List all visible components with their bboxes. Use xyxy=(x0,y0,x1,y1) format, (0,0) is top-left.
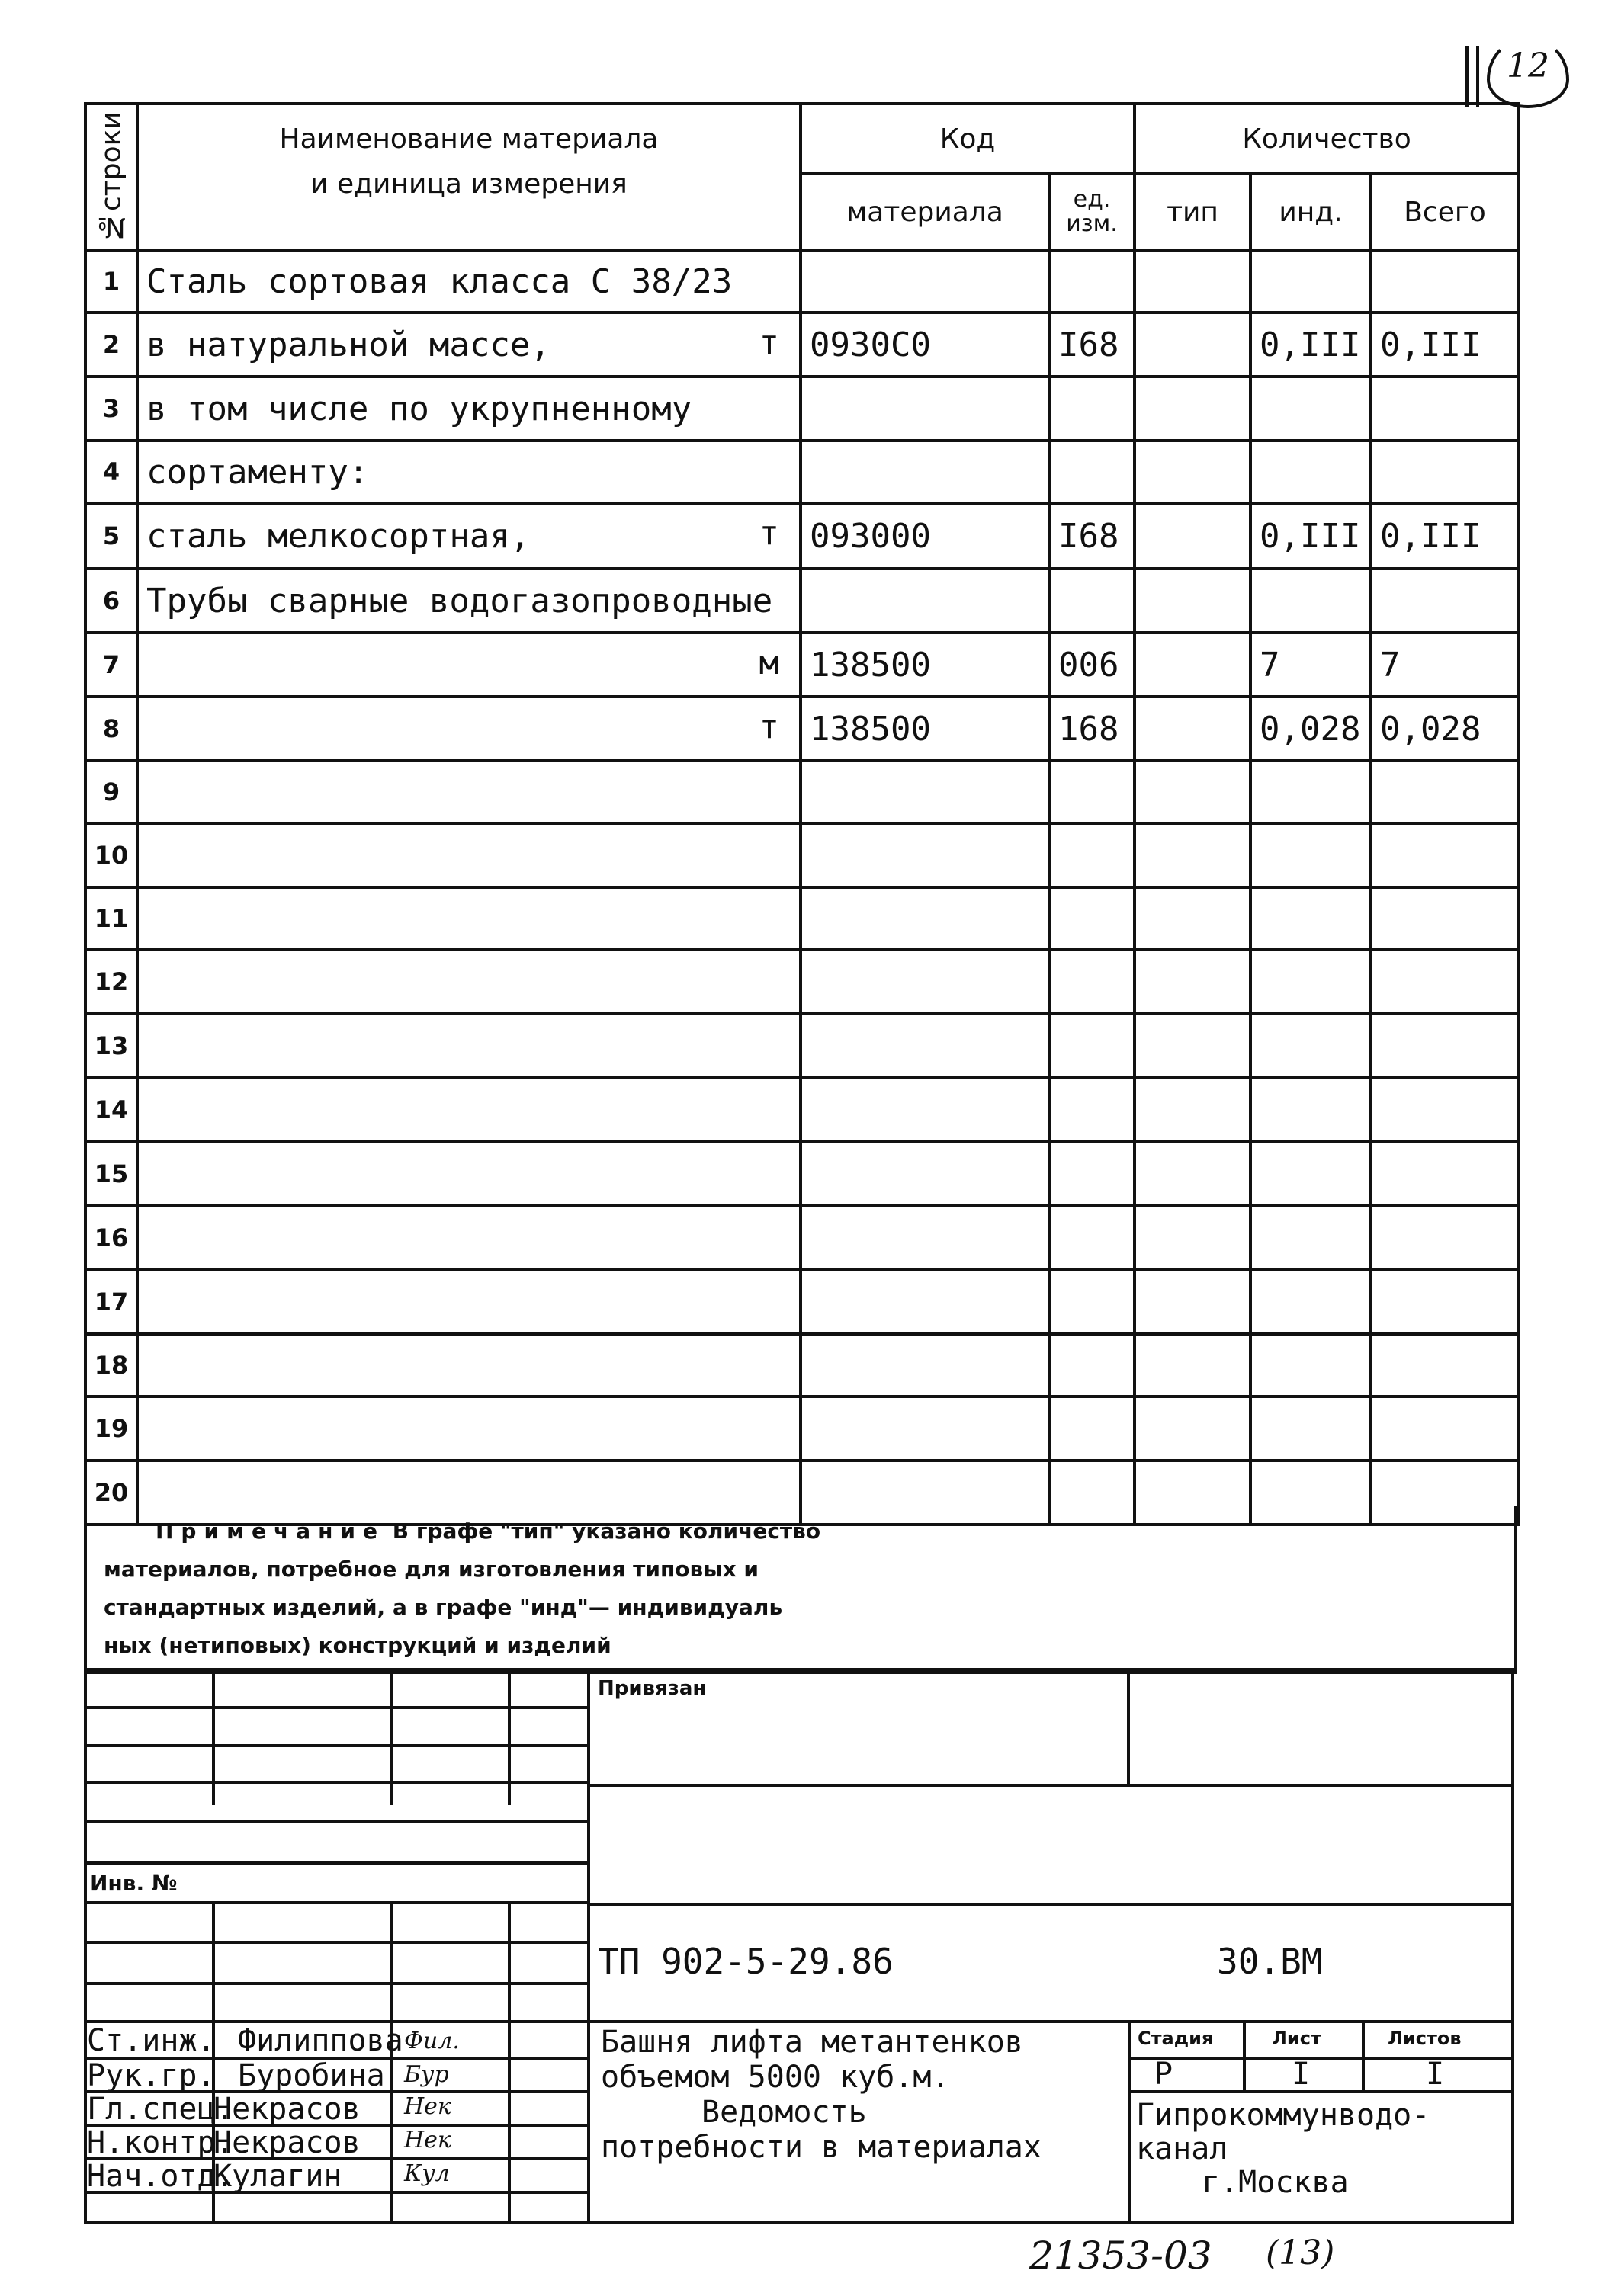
material-name xyxy=(137,1270,801,1334)
row-number xyxy=(85,697,137,761)
qty-ind xyxy=(1250,1142,1371,1206)
unit-code-text: I68 xyxy=(1058,516,1119,556)
materials-table xyxy=(84,102,1520,1526)
footer-sheet-value: 13 xyxy=(1279,2233,1322,2272)
title-line1: Башня лифта метантенков xyxy=(601,2025,1023,2060)
qty-ind xyxy=(1250,377,1371,441)
qty-total xyxy=(1371,377,1519,441)
qty-type xyxy=(1135,503,1250,569)
name-header xyxy=(137,104,801,250)
material-name xyxy=(137,503,801,569)
row-number xyxy=(85,1397,137,1461)
sheet-value: I xyxy=(1292,2057,1311,2092)
qty-total-text: 0,III xyxy=(1380,516,1481,556)
qty-total xyxy=(1371,441,1519,503)
row-number xyxy=(85,1270,137,1334)
doc-mark: 30.ВМ xyxy=(1217,1941,1323,1982)
row-number-text: 20 xyxy=(94,1478,129,1507)
stage-label: Стадия xyxy=(1138,2028,1214,2049)
table-row xyxy=(85,1397,1519,1461)
unit-code xyxy=(1049,1142,1135,1206)
unit-code xyxy=(1049,1270,1135,1334)
qty-ind xyxy=(1250,823,1371,887)
sign-name-2: Буробина xyxy=(238,2058,385,2093)
table-row xyxy=(85,633,1519,697)
qty-type xyxy=(1135,1078,1250,1142)
unit-code xyxy=(1049,503,1135,569)
material-code-text: 138500 xyxy=(810,645,931,685)
signature-4: Нек xyxy=(404,2127,451,2153)
table-row xyxy=(85,823,1519,887)
name-header-line2: и единица измерения xyxy=(310,168,628,200)
material-name xyxy=(137,1142,801,1206)
qty-total xyxy=(1371,503,1519,569)
note-label: Примечание xyxy=(156,1518,386,1544)
material-code xyxy=(801,1334,1049,1397)
qty-total xyxy=(1371,1397,1519,1461)
row-number-text: 3 xyxy=(102,394,120,423)
material-code xyxy=(801,761,1049,823)
unit-code-text: 006 xyxy=(1058,645,1119,685)
sign-role-4: Н.контр. xyxy=(87,2125,234,2160)
row-number xyxy=(85,950,137,1014)
table-row xyxy=(85,1270,1519,1334)
table-row xyxy=(85,1206,1519,1270)
qty-ind-text: 0,028 xyxy=(1260,709,1361,749)
stage-value: Р xyxy=(1154,2057,1173,2092)
unit-symbol: м xyxy=(759,643,779,682)
material-name-text: Трубы сварные водогазопроводные xyxy=(146,581,773,620)
qty-ind xyxy=(1250,441,1371,503)
material-name xyxy=(137,823,801,887)
unit-code xyxy=(1049,1078,1135,1142)
row-number-text: 14 xyxy=(94,1095,129,1124)
row-number xyxy=(85,1078,137,1142)
type-header: тип xyxy=(1135,174,1250,250)
row-number xyxy=(85,1334,137,1397)
row-number xyxy=(85,823,137,887)
note-line2: материалов, потребное для изготовления типовых и xyxy=(104,1557,759,1582)
material-name xyxy=(137,633,801,697)
row-number-text: 9 xyxy=(102,778,120,806)
sheets-label: Листов xyxy=(1388,2028,1462,2049)
qty-ind xyxy=(1250,1270,1371,1334)
note-line3: стандартных изделий, а в графе "инд"— индивидуаль xyxy=(104,1595,783,1620)
qty-total xyxy=(1371,761,1519,823)
qty-type xyxy=(1135,1270,1250,1334)
material-name-text: в том числе по укрупненному xyxy=(146,389,692,428)
row-number-text: 2 xyxy=(102,330,120,359)
material-code xyxy=(801,633,1049,697)
qty-type xyxy=(1135,1334,1250,1397)
qty-total xyxy=(1371,1206,1519,1270)
material-code xyxy=(801,503,1049,569)
note-line4: ных (нетиповых) конструкций и изделий xyxy=(104,1633,611,1658)
qty-total xyxy=(1371,569,1519,633)
qty-ind xyxy=(1250,569,1371,633)
material-code xyxy=(801,313,1049,377)
unit-code xyxy=(1049,950,1135,1014)
signature-2: Бур xyxy=(404,2061,449,2088)
qty-ind xyxy=(1250,250,1371,313)
table-row xyxy=(85,887,1519,950)
material-code xyxy=(801,823,1049,887)
code-header: Код xyxy=(801,104,1135,174)
qty-ind xyxy=(1250,761,1371,823)
qty-type xyxy=(1135,569,1250,633)
row-number xyxy=(85,1206,137,1270)
material-code xyxy=(801,887,1049,950)
row-number-text: 8 xyxy=(102,714,120,743)
sign-name-1: Филиппова xyxy=(238,2023,403,2058)
corner-mark xyxy=(1465,46,1479,107)
row-number xyxy=(85,569,137,633)
qty-ind xyxy=(1250,1078,1371,1142)
material-code xyxy=(801,569,1049,633)
material-name xyxy=(137,377,801,441)
sheet-number: 12 xyxy=(1487,37,1569,108)
qty-ind xyxy=(1250,1014,1371,1078)
privyazan-label: Привязан xyxy=(598,1677,707,1700)
qty-total-text: 0,028 xyxy=(1380,709,1481,749)
qty-type xyxy=(1135,1014,1250,1078)
unit-symbol: т xyxy=(759,514,779,553)
qty-ind xyxy=(1250,313,1371,377)
row-number-text: 16 xyxy=(94,1223,129,1252)
qty-total xyxy=(1371,950,1519,1014)
qty-ind xyxy=(1250,950,1371,1014)
material-code xyxy=(801,1014,1049,1078)
table-row xyxy=(85,1142,1519,1206)
row-number-header: №строки xyxy=(85,104,137,250)
qty-ind xyxy=(1250,1397,1371,1461)
qty-total xyxy=(1371,1142,1519,1206)
table-row xyxy=(85,1014,1519,1078)
qty-type xyxy=(1135,823,1250,887)
row-number-text: 18 xyxy=(94,1351,129,1380)
qty-type xyxy=(1135,1142,1250,1206)
material-code-header: материала xyxy=(801,174,1049,250)
table-row xyxy=(85,377,1519,441)
qty-total xyxy=(1371,1270,1519,1334)
material-name xyxy=(137,950,801,1014)
material-name xyxy=(137,1397,801,1461)
unit-code-text: 168 xyxy=(1058,709,1119,749)
qty-total xyxy=(1371,823,1519,887)
qty-total xyxy=(1371,633,1519,697)
unit-code-text: I68 xyxy=(1058,325,1119,364)
row-number-text: 4 xyxy=(102,457,120,486)
qty-ind-text: 0,III xyxy=(1260,516,1361,556)
unit-code xyxy=(1049,761,1135,823)
row-number-text: 19 xyxy=(94,1414,129,1443)
row-number-text: 12 xyxy=(94,967,129,996)
unit-symbol: т xyxy=(759,707,779,746)
row-number-text: 6 xyxy=(102,586,120,615)
qty-total-text: 0,III xyxy=(1380,325,1481,364)
material-code xyxy=(801,441,1049,503)
material-code xyxy=(801,950,1049,1014)
row-number xyxy=(85,503,137,569)
unit-code xyxy=(1049,823,1135,887)
material-name xyxy=(137,569,801,633)
qty-ind xyxy=(1250,1334,1371,1397)
qty-total xyxy=(1371,1078,1519,1142)
note-block xyxy=(84,1506,1517,1674)
material-name-text: сортаменту: xyxy=(146,452,369,492)
material-code-text: 0930C0 xyxy=(810,325,931,364)
row-number-text: 11 xyxy=(94,904,129,933)
org-line1: Гипрокоммунводо- xyxy=(1136,2098,1430,2133)
table-row xyxy=(85,313,1519,377)
table-row xyxy=(85,950,1519,1014)
row-number-text: 17 xyxy=(94,1287,129,1316)
material-name xyxy=(137,1014,801,1078)
material-name xyxy=(137,250,801,313)
table-row xyxy=(85,250,1519,313)
note-line1-text: В графе "тип" указано количество xyxy=(385,1518,821,1544)
title-line3: Ведомость xyxy=(701,2095,867,2130)
qty-type xyxy=(1135,633,1250,697)
row-number-text: 7 xyxy=(102,650,120,679)
qty-ind-text: 0,III xyxy=(1260,325,1361,364)
material-name-text: Сталь сортовая класса С 38/23 xyxy=(146,261,733,301)
material-code xyxy=(801,250,1049,313)
doc-code: ТП 902-5-29.86 xyxy=(598,1941,894,1982)
material-name xyxy=(137,761,801,823)
unit-code xyxy=(1049,1397,1135,1461)
material-code xyxy=(801,1142,1049,1206)
title-line2: объемом 5000 куб.м. xyxy=(601,2060,950,2095)
material-code-text: 093000 xyxy=(810,516,931,556)
sign-name-5: Кулагин xyxy=(213,2159,342,2194)
unit-code xyxy=(1049,569,1135,633)
qty-type xyxy=(1135,697,1250,761)
material-name xyxy=(137,1334,801,1397)
sheet-label: Лист xyxy=(1272,2028,1321,2049)
qty-total-text: 7 xyxy=(1380,645,1401,685)
material-code-text: 138500 xyxy=(810,709,931,749)
unit-code xyxy=(1049,1206,1135,1270)
sign-name-3: Некрасов xyxy=(213,2092,361,2127)
inv-no-label: Инв. № xyxy=(90,1871,178,1896)
material-name-text: сталь мелкосортная, xyxy=(146,516,531,556)
qty-type xyxy=(1135,1397,1250,1461)
material-code xyxy=(801,1206,1049,1270)
title-line4: потребности в материалах xyxy=(601,2130,1042,2165)
unit-code xyxy=(1049,1014,1135,1078)
unit-code xyxy=(1049,313,1135,377)
qty-type xyxy=(1135,950,1250,1014)
qty-type xyxy=(1135,441,1250,503)
material-name xyxy=(137,1078,801,1142)
qty-ind-text: 7 xyxy=(1260,645,1280,685)
row-number xyxy=(85,377,137,441)
row-number-text: 10 xyxy=(94,841,129,870)
row-number-text: 5 xyxy=(102,521,120,550)
sign-role-1: Ст.инж. xyxy=(87,2023,216,2058)
qty-ind xyxy=(1250,503,1371,569)
qty-total xyxy=(1371,250,1519,313)
unit-code xyxy=(1049,1334,1135,1397)
sheets-value: I xyxy=(1426,2057,1445,2092)
row-number xyxy=(85,441,137,503)
qty-ind xyxy=(1250,697,1371,761)
org-line3: г.Москва xyxy=(1202,2165,1349,2200)
unit-header xyxy=(1049,174,1135,250)
material-code xyxy=(801,697,1049,761)
table-row xyxy=(85,1078,1519,1142)
unit-code xyxy=(1049,633,1135,697)
row-number xyxy=(85,1142,137,1206)
table-row xyxy=(85,503,1519,569)
row-number xyxy=(85,1014,137,1078)
row-number xyxy=(85,887,137,950)
unit-code xyxy=(1049,887,1135,950)
footer-number: 21353-03 xyxy=(1029,2233,1212,2278)
material-name xyxy=(137,441,801,503)
row-number-text: 13 xyxy=(94,1031,129,1060)
sign-name-4: Некрасов xyxy=(213,2125,361,2160)
signature-5: Кул xyxy=(404,2160,450,2187)
unit-code xyxy=(1049,377,1135,441)
material-code xyxy=(801,377,1049,441)
qty-type xyxy=(1135,377,1250,441)
signature-1: Фил. xyxy=(404,2028,460,2054)
row-number xyxy=(85,633,137,697)
note-line1 xyxy=(156,1518,820,1544)
table-row xyxy=(85,441,1519,503)
unit-symbol: т xyxy=(759,323,779,362)
qty-total xyxy=(1371,313,1519,377)
unit-code xyxy=(1049,250,1135,313)
total-header: Всего xyxy=(1371,174,1519,250)
material-name-text: в натуральной массе, xyxy=(146,325,550,364)
quantity-header: Количество xyxy=(1135,104,1519,174)
material-name xyxy=(137,887,801,950)
material-name xyxy=(137,313,801,377)
material-code xyxy=(801,1078,1049,1142)
row-number-text: 15 xyxy=(94,1159,129,1188)
sign-role-3: Гл.спец. xyxy=(87,2092,234,2127)
qty-type xyxy=(1135,250,1250,313)
material-name xyxy=(137,697,801,761)
row-number-text: 1 xyxy=(102,267,120,296)
qty-total xyxy=(1371,1334,1519,1397)
row-number xyxy=(85,250,137,313)
name-header-line1: Наименование материала xyxy=(279,123,659,155)
qty-total xyxy=(1371,887,1519,950)
material-code xyxy=(801,1397,1049,1461)
table-row xyxy=(85,761,1519,823)
qty-ind xyxy=(1250,887,1371,950)
qty-type xyxy=(1135,761,1250,823)
ind-header: инд. xyxy=(1250,174,1371,250)
qty-ind xyxy=(1250,1206,1371,1270)
org-line2: канал xyxy=(1136,2131,1228,2166)
material-name xyxy=(137,1206,801,1270)
unit-header-line1: ед. xyxy=(1073,186,1111,213)
table-row xyxy=(85,697,1519,761)
table-row xyxy=(85,569,1519,633)
sign-role-2: Рук.гр. xyxy=(87,2058,216,2093)
qty-type xyxy=(1135,1206,1250,1270)
qty-total xyxy=(1371,1014,1519,1078)
unit-header-line2: изм. xyxy=(1066,210,1118,237)
qty-type xyxy=(1135,887,1250,950)
signature-3: Нек xyxy=(404,2093,451,2120)
material-code xyxy=(801,1270,1049,1334)
qty-type xyxy=(1135,313,1250,377)
table-row xyxy=(85,1334,1519,1397)
footer-sheet: (13) xyxy=(1266,2233,1335,2272)
qty-total xyxy=(1371,697,1519,761)
unit-code xyxy=(1049,441,1135,503)
sign-role-5: Нач.отд. xyxy=(87,2159,234,2194)
unit-code xyxy=(1049,697,1135,761)
row-number xyxy=(85,761,137,823)
row-number xyxy=(85,313,137,377)
qty-ind xyxy=(1250,633,1371,697)
